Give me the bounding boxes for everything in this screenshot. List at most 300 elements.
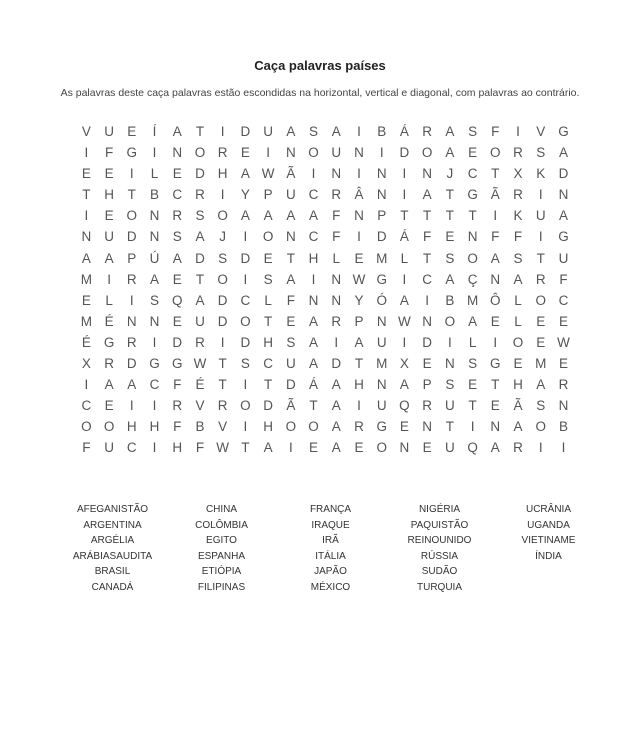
grid-cell[interactable]: N bbox=[81, 229, 92, 245]
grid-cell[interactable]: T bbox=[263, 377, 273, 393]
grid-cell[interactable]: W bbox=[193, 356, 207, 372]
grid-cell[interactable]: A bbox=[354, 334, 364, 350]
grid-cell[interactable]: A bbox=[513, 271, 523, 287]
grid-cell[interactable]: F bbox=[491, 124, 500, 139]
grid-cell[interactable]: D bbox=[240, 124, 251, 139]
grid-cell[interactable]: Ô bbox=[490, 292, 501, 308]
grid-cell[interactable]: A bbox=[286, 208, 296, 224]
grid-cell[interactable]: R bbox=[172, 208, 183, 224]
grid-cell[interactable]: I bbox=[266, 145, 270, 161]
grid-cell[interactable]: A bbox=[104, 250, 114, 266]
grid-cell[interactable]: Y bbox=[240, 187, 250, 203]
grid-cell[interactable]: P bbox=[354, 313, 364, 329]
grid-cell[interactable]: E bbox=[490, 313, 500, 329]
grid-cell[interactable]: N bbox=[422, 166, 433, 182]
grid-cell[interactable]: R bbox=[422, 124, 433, 139]
grid-cell[interactable]: R bbox=[331, 187, 342, 203]
grid-cell[interactable]: K bbox=[513, 208, 523, 224]
grid-cell[interactable]: I bbox=[516, 124, 520, 139]
grid-cell[interactable]: N bbox=[399, 440, 410, 456]
grid-cell[interactable]: T bbox=[468, 398, 477, 414]
grid-cell[interactable]: Á bbox=[399, 229, 409, 245]
grid-cell[interactable]: U bbox=[195, 313, 205, 329]
grid-cell[interactable]: I bbox=[311, 166, 316, 182]
grid-cell[interactable]: D bbox=[172, 334, 183, 350]
grid-cell[interactable]: H bbox=[172, 440, 183, 456]
grid-cell[interactable]: D bbox=[331, 356, 342, 372]
grid-cell[interactable]: V bbox=[81, 124, 91, 139]
grid-cell[interactable]: T bbox=[423, 208, 432, 224]
grid-cell[interactable]: A bbox=[240, 166, 250, 182]
grid-cell[interactable]: K bbox=[536, 166, 546, 182]
grid-cell[interactable]: Á bbox=[309, 377, 319, 393]
grid-cell[interactable]: S bbox=[240, 356, 250, 372]
grid-cell[interactable]: D bbox=[217, 292, 228, 308]
grid-cell[interactable]: I bbox=[220, 124, 225, 139]
grid-cell[interactable]: S bbox=[195, 208, 205, 224]
grid-cell[interactable]: T bbox=[263, 313, 273, 329]
grid-cell[interactable]: I bbox=[129, 292, 134, 308]
grid-cell[interactable]: T bbox=[445, 419, 454, 435]
grid-cell[interactable]: X bbox=[81, 356, 91, 372]
grid-cell[interactable]: Y bbox=[354, 292, 364, 308]
grid-cell[interactable]: R bbox=[104, 356, 114, 372]
grid-cell[interactable]: O bbox=[194, 145, 206, 161]
grid-cell[interactable]: U bbox=[444, 440, 455, 456]
grid-cell[interactable]: S bbox=[286, 334, 296, 350]
grid-cell[interactable]: O bbox=[376, 440, 387, 456]
grid-cell[interactable]: N bbox=[149, 208, 160, 224]
grid-cell[interactable]: G bbox=[467, 187, 478, 203]
grid-cell[interactable]: G bbox=[171, 356, 183, 372]
grid-cell[interactable]: D bbox=[217, 313, 228, 329]
grid-cell[interactable]: F bbox=[286, 292, 295, 308]
grid-cell[interactable]: F bbox=[82, 440, 91, 456]
grid-cell[interactable]: A bbox=[331, 377, 341, 393]
grid-cell[interactable]: L bbox=[468, 334, 477, 350]
grid-cell[interactable]: E bbox=[468, 377, 478, 393]
grid-cell[interactable]: I bbox=[243, 419, 248, 435]
grid-cell[interactable]: E bbox=[309, 440, 319, 456]
grid-cell[interactable]: H bbox=[126, 419, 137, 435]
grid-cell[interactable]: C bbox=[558, 292, 569, 308]
grid-cell[interactable]: Ç bbox=[467, 271, 478, 287]
grid-cell[interactable]: A bbox=[240, 208, 250, 224]
grid-cell[interactable]: C bbox=[263, 356, 273, 372]
grid-cell[interactable]: I bbox=[357, 398, 361, 414]
grid-cell[interactable]: M bbox=[376, 356, 388, 372]
grid-cell[interactable]: T bbox=[309, 398, 318, 414]
grid-cell[interactable]: A bbox=[195, 292, 205, 308]
grid-cell[interactable]: H bbox=[263, 334, 273, 350]
grid-cell[interactable]: S bbox=[218, 250, 228, 266]
grid-cell[interactable]: T bbox=[82, 187, 91, 203]
grid-cell[interactable]: L bbox=[150, 166, 159, 182]
grid-cell[interactable]: R bbox=[217, 145, 228, 161]
grid-cell[interactable]: O bbox=[308, 419, 319, 435]
grid-cell[interactable]: H bbox=[104, 187, 114, 203]
grid-cell[interactable]: U bbox=[444, 398, 455, 414]
grid-cell[interactable]: G bbox=[149, 356, 160, 372]
grid-cell[interactable]: I bbox=[402, 166, 407, 182]
grid-cell[interactable]: I bbox=[357, 166, 361, 182]
grid-cell[interactable]: F bbox=[513, 229, 523, 245]
grid-cell[interactable]: I bbox=[129, 398, 134, 414]
grid-cell[interactable]: E bbox=[286, 313, 296, 329]
grid-cell[interactable]: Q bbox=[467, 440, 478, 456]
grid-cell[interactable]: O bbox=[103, 419, 115, 435]
grid-cell[interactable]: R bbox=[422, 398, 433, 414]
grid-cell[interactable]: A bbox=[399, 377, 409, 393]
grid-cell[interactable]: É bbox=[81, 334, 91, 350]
grid-cell[interactable]: E bbox=[172, 166, 182, 182]
grid-cell[interactable]: A bbox=[104, 377, 114, 393]
grid-cell[interactable]: A bbox=[445, 124, 455, 139]
grid-cell[interactable]: Q bbox=[171, 292, 183, 308]
grid-cell[interactable]: O bbox=[240, 398, 251, 414]
grid-cell[interactable]: E bbox=[422, 356, 432, 372]
grid-cell[interactable]: I bbox=[288, 440, 293, 456]
grid-cell[interactable]: F bbox=[423, 229, 432, 245]
grid-cell[interactable]: A bbox=[309, 334, 319, 350]
grid-cell[interactable]: N bbox=[467, 229, 478, 245]
grid-cell[interactable]: U bbox=[331, 145, 342, 161]
grid-cell[interactable]: N bbox=[354, 208, 364, 224]
grid-cell[interactable]: N bbox=[376, 313, 387, 329]
grid-cell[interactable]: A bbox=[309, 313, 319, 329]
grid-cell[interactable]: E bbox=[104, 398, 114, 414]
grid-cell[interactable]: D bbox=[285, 377, 296, 393]
grid-cell[interactable]: A bbox=[127, 377, 137, 393]
grid-cell[interactable]: N bbox=[331, 166, 342, 182]
grid-cell[interactable]: R bbox=[535, 271, 546, 287]
grid-cell[interactable]: I bbox=[311, 271, 316, 287]
grid-cell[interactable]: B bbox=[445, 292, 455, 308]
grid-cell[interactable]: I bbox=[220, 187, 225, 203]
grid-cell[interactable]: N bbox=[285, 229, 296, 245]
grid-cell[interactable]: W bbox=[398, 313, 411, 329]
grid-cell[interactable]: T bbox=[445, 208, 454, 224]
grid-cell[interactable]: N bbox=[490, 271, 501, 287]
grid-cell[interactable]: D bbox=[195, 166, 205, 182]
grid-cell[interactable]: O bbox=[535, 419, 546, 435]
grid-cell[interactable]: I bbox=[493, 208, 498, 224]
grid-cell[interactable]: I bbox=[402, 334, 407, 350]
grid-cell[interactable]: N bbox=[354, 145, 364, 161]
grid-cell[interactable]: Ó bbox=[376, 292, 387, 308]
grid-cell[interactable]: O bbox=[535, 292, 546, 308]
grid-cell[interactable]: D bbox=[399, 145, 410, 161]
grid-cell[interactable]: E bbox=[445, 229, 455, 245]
grid-cell[interactable]: R bbox=[513, 145, 523, 161]
grid-cell[interactable]: H bbox=[263, 419, 273, 435]
grid-cell[interactable]: U bbox=[104, 440, 114, 456]
grid-cell[interactable]: O bbox=[217, 208, 228, 224]
grid-cell[interactable]: T bbox=[445, 187, 454, 203]
grid-cell[interactable]: I bbox=[447, 334, 452, 350]
grid-cell[interactable]: O bbox=[126, 208, 138, 224]
grid-cell[interactable]: L bbox=[514, 292, 522, 308]
grid-cell[interactable]: A bbox=[172, 250, 182, 266]
grid-cell[interactable]: S bbox=[309, 124, 319, 139]
grid-cell[interactable]: O bbox=[490, 145, 501, 161]
grid-cell[interactable]: B bbox=[150, 187, 160, 203]
grid-cell[interactable]: S bbox=[150, 292, 160, 308]
grid-cell[interactable]: S bbox=[468, 356, 478, 372]
grid-cell[interactable]: F bbox=[104, 145, 114, 161]
grid-cell[interactable]: I bbox=[107, 271, 111, 287]
grid-cell[interactable]: F bbox=[173, 377, 182, 393]
grid-cell[interactable]: S bbox=[468, 124, 478, 139]
grid-cell[interactable]: T bbox=[127, 187, 136, 203]
grid-cell[interactable]: N bbox=[444, 356, 455, 372]
grid-cell[interactable]: I bbox=[220, 334, 225, 350]
grid-cell[interactable]: H bbox=[149, 419, 160, 435]
grid-cell[interactable]: A bbox=[399, 292, 409, 308]
grid-cell[interactable]: A bbox=[331, 440, 341, 456]
grid-cell[interactable]: G bbox=[126, 145, 138, 161]
grid-cell[interactable]: L bbox=[332, 250, 341, 266]
grid-cell[interactable]: R bbox=[217, 398, 228, 414]
grid-cell[interactable]: T bbox=[241, 440, 250, 456]
grid-cell[interactable]: E bbox=[536, 313, 546, 329]
grid-cell[interactable]: S bbox=[172, 229, 182, 245]
grid-cell[interactable]: A bbox=[286, 124, 296, 139]
grid-cell[interactable]: M bbox=[80, 313, 92, 329]
grid-cell[interactable]: I bbox=[402, 271, 407, 287]
grid-cell[interactable]: G bbox=[376, 419, 387, 435]
grid-cell[interactable]: N bbox=[422, 419, 433, 435]
grid-cell[interactable]: C bbox=[467, 166, 478, 182]
grid-cell[interactable]: T bbox=[400, 208, 409, 224]
grid-cell[interactable]: R bbox=[513, 440, 523, 456]
grid-cell[interactable]: N bbox=[172, 145, 183, 161]
grid-cell[interactable]: U bbox=[285, 356, 296, 372]
grid-cell[interactable]: O bbox=[217, 271, 228, 287]
grid-cell[interactable]: É bbox=[195, 377, 205, 393]
grid-cell[interactable]: I bbox=[425, 292, 430, 308]
grid-cell[interactable]: E bbox=[399, 419, 409, 435]
grid-cell[interactable]: A bbox=[513, 419, 523, 435]
grid-cell[interactable]: A bbox=[422, 187, 432, 203]
grid-cell[interactable]: T bbox=[195, 271, 205, 287]
grid-cell[interactable]: I bbox=[538, 229, 543, 245]
grid-cell[interactable]: D bbox=[126, 356, 137, 372]
grid-cell[interactable]: O bbox=[285, 419, 297, 435]
grid-cell[interactable]: I bbox=[357, 124, 361, 139]
grid-cell[interactable]: I bbox=[402, 187, 407, 203]
grid-cell[interactable]: A bbox=[263, 208, 273, 224]
grid-cell[interactable]: S bbox=[536, 398, 546, 414]
grid-cell[interactable]: T bbox=[218, 377, 227, 393]
grid-cell[interactable]: F bbox=[332, 229, 341, 245]
grid-cell[interactable]: A bbox=[286, 271, 296, 287]
grid-cell[interactable]: I bbox=[561, 440, 566, 456]
grid-cell[interactable]: O bbox=[262, 229, 274, 245]
grid-cell[interactable]: R bbox=[513, 187, 523, 203]
grid-cell[interactable]: I bbox=[334, 334, 339, 350]
grid-cell[interactable]: Ú bbox=[149, 250, 160, 266]
grid-cell[interactable]: N bbox=[331, 292, 342, 308]
grid-cell[interactable]: A bbox=[536, 377, 546, 393]
grid-cell[interactable]: I bbox=[357, 229, 361, 245]
grid-cell[interactable]: C bbox=[126, 440, 137, 456]
grid-cell[interactable]: P bbox=[263, 187, 273, 203]
grid-cell[interactable]: L bbox=[400, 250, 409, 266]
grid-cell[interactable]: Ã bbox=[513, 398, 523, 414]
grid-cell[interactable]: S bbox=[445, 377, 455, 393]
grid-cell[interactable]: O bbox=[467, 250, 478, 266]
grid-cell[interactable]: A bbox=[81, 250, 91, 266]
grid-cell[interactable]: Í bbox=[152, 124, 157, 139]
grid-cell[interactable]: S bbox=[513, 250, 523, 266]
grid-cell[interactable]: R bbox=[354, 419, 364, 435]
grid-cell[interactable]: E bbox=[354, 440, 364, 456]
grid-cell[interactable]: A bbox=[558, 145, 568, 161]
grid-cell[interactable]: E bbox=[422, 440, 432, 456]
grid-cell[interactable]: R bbox=[195, 187, 205, 203]
grid-cell[interactable]: I bbox=[470, 419, 475, 435]
grid-cell[interactable]: I bbox=[243, 271, 248, 287]
grid-cell[interactable]: A bbox=[468, 313, 478, 329]
grid-cell[interactable]: H bbox=[513, 377, 523, 393]
grid-cell[interactable]: P bbox=[377, 208, 387, 224]
grid-cell[interactable]: F bbox=[559, 271, 568, 287]
grid-cell[interactable]: S bbox=[263, 271, 273, 287]
grid-cell[interactable]: O bbox=[308, 145, 319, 161]
grid-cell[interactable]: F bbox=[173, 419, 182, 435]
grid-cell[interactable]: I bbox=[243, 377, 248, 393]
grid-cell[interactable]: A bbox=[558, 208, 568, 224]
grid-cell[interactable]: T bbox=[354, 356, 364, 372]
grid-cell[interactable]: U bbox=[104, 229, 114, 245]
grid-cell[interactable]: W bbox=[261, 166, 275, 182]
grid-cell[interactable]: T bbox=[468, 208, 477, 224]
grid-cell[interactable]: I bbox=[493, 334, 498, 350]
grid-cell[interactable]: E bbox=[81, 166, 91, 182]
grid-cell[interactable]: M bbox=[466, 292, 479, 308]
grid-cell[interactable]: R bbox=[558, 377, 569, 393]
grid-cell[interactable]: C bbox=[422, 271, 433, 287]
grid-cell[interactable]: J bbox=[219, 229, 227, 245]
grid-cell[interactable]: A bbox=[263, 440, 273, 456]
grid-cell[interactable]: N bbox=[558, 187, 569, 203]
grid-cell[interactable]: G bbox=[558, 229, 569, 245]
grid-cell[interactable]: E bbox=[172, 313, 182, 329]
grid-cell[interactable]: D bbox=[263, 398, 273, 414]
grid-cell[interactable]: T bbox=[491, 377, 500, 393]
grid-cell[interactable]: N bbox=[376, 377, 387, 393]
grid-cell[interactable]: F bbox=[195, 440, 205, 456]
grid-cell[interactable]: U bbox=[285, 187, 296, 203]
grid-cell[interactable]: A bbox=[172, 124, 182, 139]
grid-cell[interactable]: W bbox=[352, 271, 366, 287]
grid-cell[interactable]: B bbox=[558, 419, 568, 435]
grid-cell[interactable]: D bbox=[558, 166, 569, 182]
grid-cell[interactable]: Â bbox=[354, 187, 364, 203]
grid-cell[interactable]: H bbox=[354, 377, 364, 393]
grid-cell[interactable]: Ã bbox=[490, 187, 500, 203]
grid-cell[interactable]: I bbox=[129, 166, 134, 182]
grid-cell[interactable]: A bbox=[331, 398, 341, 414]
grid-cell[interactable]: U bbox=[263, 124, 273, 139]
grid-cell[interactable]: Ã bbox=[286, 166, 296, 182]
grid-cell[interactable]: D bbox=[126, 229, 137, 245]
grid-cell[interactable]: E bbox=[468, 145, 478, 161]
grid-cell[interactable]: F bbox=[491, 229, 500, 245]
grid-cell[interactable]: E bbox=[104, 166, 114, 182]
grid-cell[interactable]: N bbox=[126, 313, 137, 329]
grid-cell[interactable]: C bbox=[240, 292, 251, 308]
grid-cell[interactable]: I bbox=[84, 377, 89, 393]
grid-cell[interactable]: U bbox=[535, 208, 546, 224]
grid-cell[interactable]: L bbox=[105, 292, 113, 308]
grid-cell[interactable]: N bbox=[285, 145, 296, 161]
grid-cell[interactable]: O bbox=[240, 313, 251, 329]
grid-cell[interactable]: M bbox=[376, 250, 388, 266]
grid-cell[interactable]: Q bbox=[399, 398, 410, 414]
grid-cell[interactable]: R bbox=[126, 271, 137, 287]
grid-cell[interactable]: N bbox=[331, 271, 342, 287]
grid-cell[interactable]: E bbox=[490, 398, 500, 414]
grid-cell[interactable]: E bbox=[558, 313, 568, 329]
grid-cell[interactable]: R bbox=[195, 334, 205, 350]
grid-cell[interactable]: X bbox=[513, 166, 523, 182]
grid-cell[interactable]: W bbox=[557, 334, 570, 350]
grid-cell[interactable]: I bbox=[243, 229, 248, 245]
grid-cell[interactable]: U bbox=[376, 398, 387, 414]
grid-cell[interactable]: D bbox=[195, 250, 205, 266]
grid-cell[interactable]: T bbox=[536, 250, 545, 266]
grid-cell[interactable]: C bbox=[308, 229, 319, 245]
grid-cell[interactable]: E bbox=[513, 356, 523, 372]
grid-cell[interactable]: I bbox=[538, 440, 543, 456]
grid-cell[interactable]: G bbox=[376, 271, 387, 287]
grid-cell[interactable]: I bbox=[152, 398, 157, 414]
grid-cell[interactable]: I bbox=[152, 145, 157, 161]
grid-cell[interactable]: T bbox=[195, 124, 205, 139]
grid-cell[interactable]: I bbox=[84, 208, 89, 224]
grid-cell[interactable]: É bbox=[104, 313, 114, 329]
grid-cell[interactable]: T bbox=[286, 250, 295, 266]
grid-cell[interactable]: X bbox=[399, 356, 409, 372]
grid-cell[interactable]: M bbox=[80, 271, 92, 287]
grid-cell[interactable]: E bbox=[536, 334, 546, 350]
grid-cell[interactable]: P bbox=[127, 250, 137, 266]
grid-cell[interactable]: A bbox=[331, 419, 341, 435]
grid-cell[interactable]: T bbox=[491, 166, 500, 182]
grid-cell[interactable]: V bbox=[218, 419, 228, 435]
grid-cell[interactable]: A bbox=[309, 208, 319, 224]
grid-cell[interactable]: E bbox=[558, 356, 568, 372]
grid-cell[interactable]: E bbox=[240, 145, 250, 161]
grid-cell[interactable]: I bbox=[152, 440, 157, 456]
grid-cell[interactable]: E bbox=[104, 208, 114, 224]
grid-cell[interactable]: A bbox=[445, 145, 455, 161]
grid-cell[interactable]: O bbox=[421, 145, 433, 161]
grid-cell[interactable]: A bbox=[309, 356, 319, 372]
grid-cell[interactable]: H bbox=[217, 166, 228, 182]
grid-cell[interactable]: V bbox=[536, 124, 546, 139]
grid-cell[interactable]: I bbox=[538, 187, 543, 203]
grid-cell[interactable]: D bbox=[240, 334, 251, 350]
grid-cell[interactable]: I bbox=[152, 334, 157, 350]
grid-cell[interactable]: N bbox=[558, 398, 569, 414]
grid-cell[interactable]: U bbox=[376, 334, 387, 350]
grid-cell[interactable]: Á bbox=[399, 124, 409, 139]
grid-cell[interactable]: O bbox=[512, 334, 524, 350]
grid-cell[interactable]: P bbox=[422, 377, 432, 393]
